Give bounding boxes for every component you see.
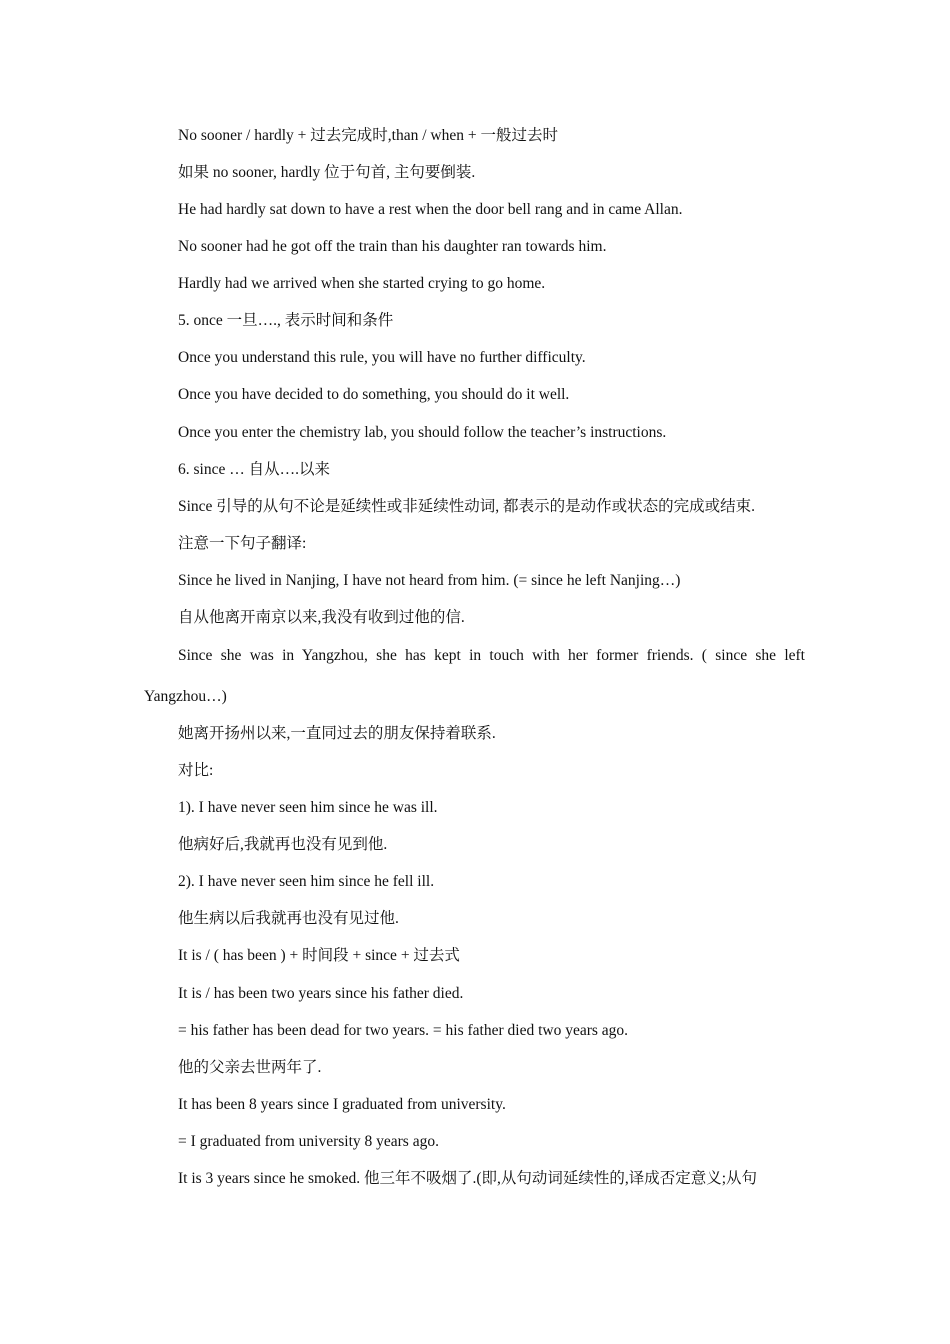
text-line: He had hardly sat down to have a rest when the door bell rang and in came Allan.	[178, 201, 683, 218]
section-heading: 6. since … 自从….以来	[178, 461, 330, 478]
text-line: Yangzhou…)	[144, 688, 227, 705]
text-line: 2). I have never seen him since he fell ill.	[178, 873, 435, 890]
text-line: It has been 8 years since I graduated from university.	[178, 1096, 506, 1113]
text-line: 自从他离开南京以来,我没有收到过他的信.	[178, 609, 465, 626]
section-heading: 5. once 一旦…., 表示时间和条件	[178, 312, 394, 329]
text-line: Hardly had we arrived when she started crying to go home.	[178, 275, 546, 292]
text-line: It is / ( has been ) + 时间段 + since + 过去式	[178, 947, 460, 964]
text-line: 她离开扬州以来,一直同过去的朋友保持着联系.	[178, 725, 496, 742]
text-line: Since she was in Yangzhou, she has kept in touch with her former friends. ( since she left	[178, 647, 805, 664]
text-line: = I graduated from university 8 years ago.	[178, 1133, 439, 1150]
text-line: 他病好后,我就再也没有见到他.	[178, 836, 388, 853]
text-line: Once you have decided to do something, you should do it well.	[178, 386, 570, 403]
text-line: 如果 no sooner, hardly 位于句首, 主句要倒装.	[178, 164, 476, 181]
text-line: No sooner had he got off the train than his daughter ran towards him.	[178, 238, 607, 255]
text-line: Since he lived in Nanjing, I have not heard from him. (= since he left Nanjing…)	[178, 572, 681, 589]
text-line: Once you enter the chemistry lab, you should follow the teacher’s instructions.	[178, 424, 667, 441]
text-line: Since 引导的从句不论是延续性或非延续性动词, 都表示的是动作或状态的完成或结束.	[178, 498, 755, 515]
text-line: 他生病以后我就再也没有见过他.	[178, 910, 399, 927]
text-line: 他的父亲去世两年了.	[178, 1059, 322, 1076]
text-line: Once you understand this rule, you will have no further difficulty.	[178, 349, 586, 366]
text-line: No sooner / hardly + 过去完成时,than / when + 一般过去时	[178, 127, 558, 144]
text-line: = his father has been dead for two years. = his father died two years ago.	[178, 1022, 629, 1039]
text-line: 注意一下句子翻译:	[178, 535, 307, 552]
text-line: It is / has been two years since his father died.	[178, 985, 464, 1002]
text-line: 对比:	[178, 762, 214, 779]
text-line: It is 3 years since he smoked. 他三年不吸烟了.(即,从句动词延续性的,译成否定意义;从句	[178, 1170, 758, 1187]
text-line: 1). I have never seen him since he was ill.	[178, 799, 438, 816]
